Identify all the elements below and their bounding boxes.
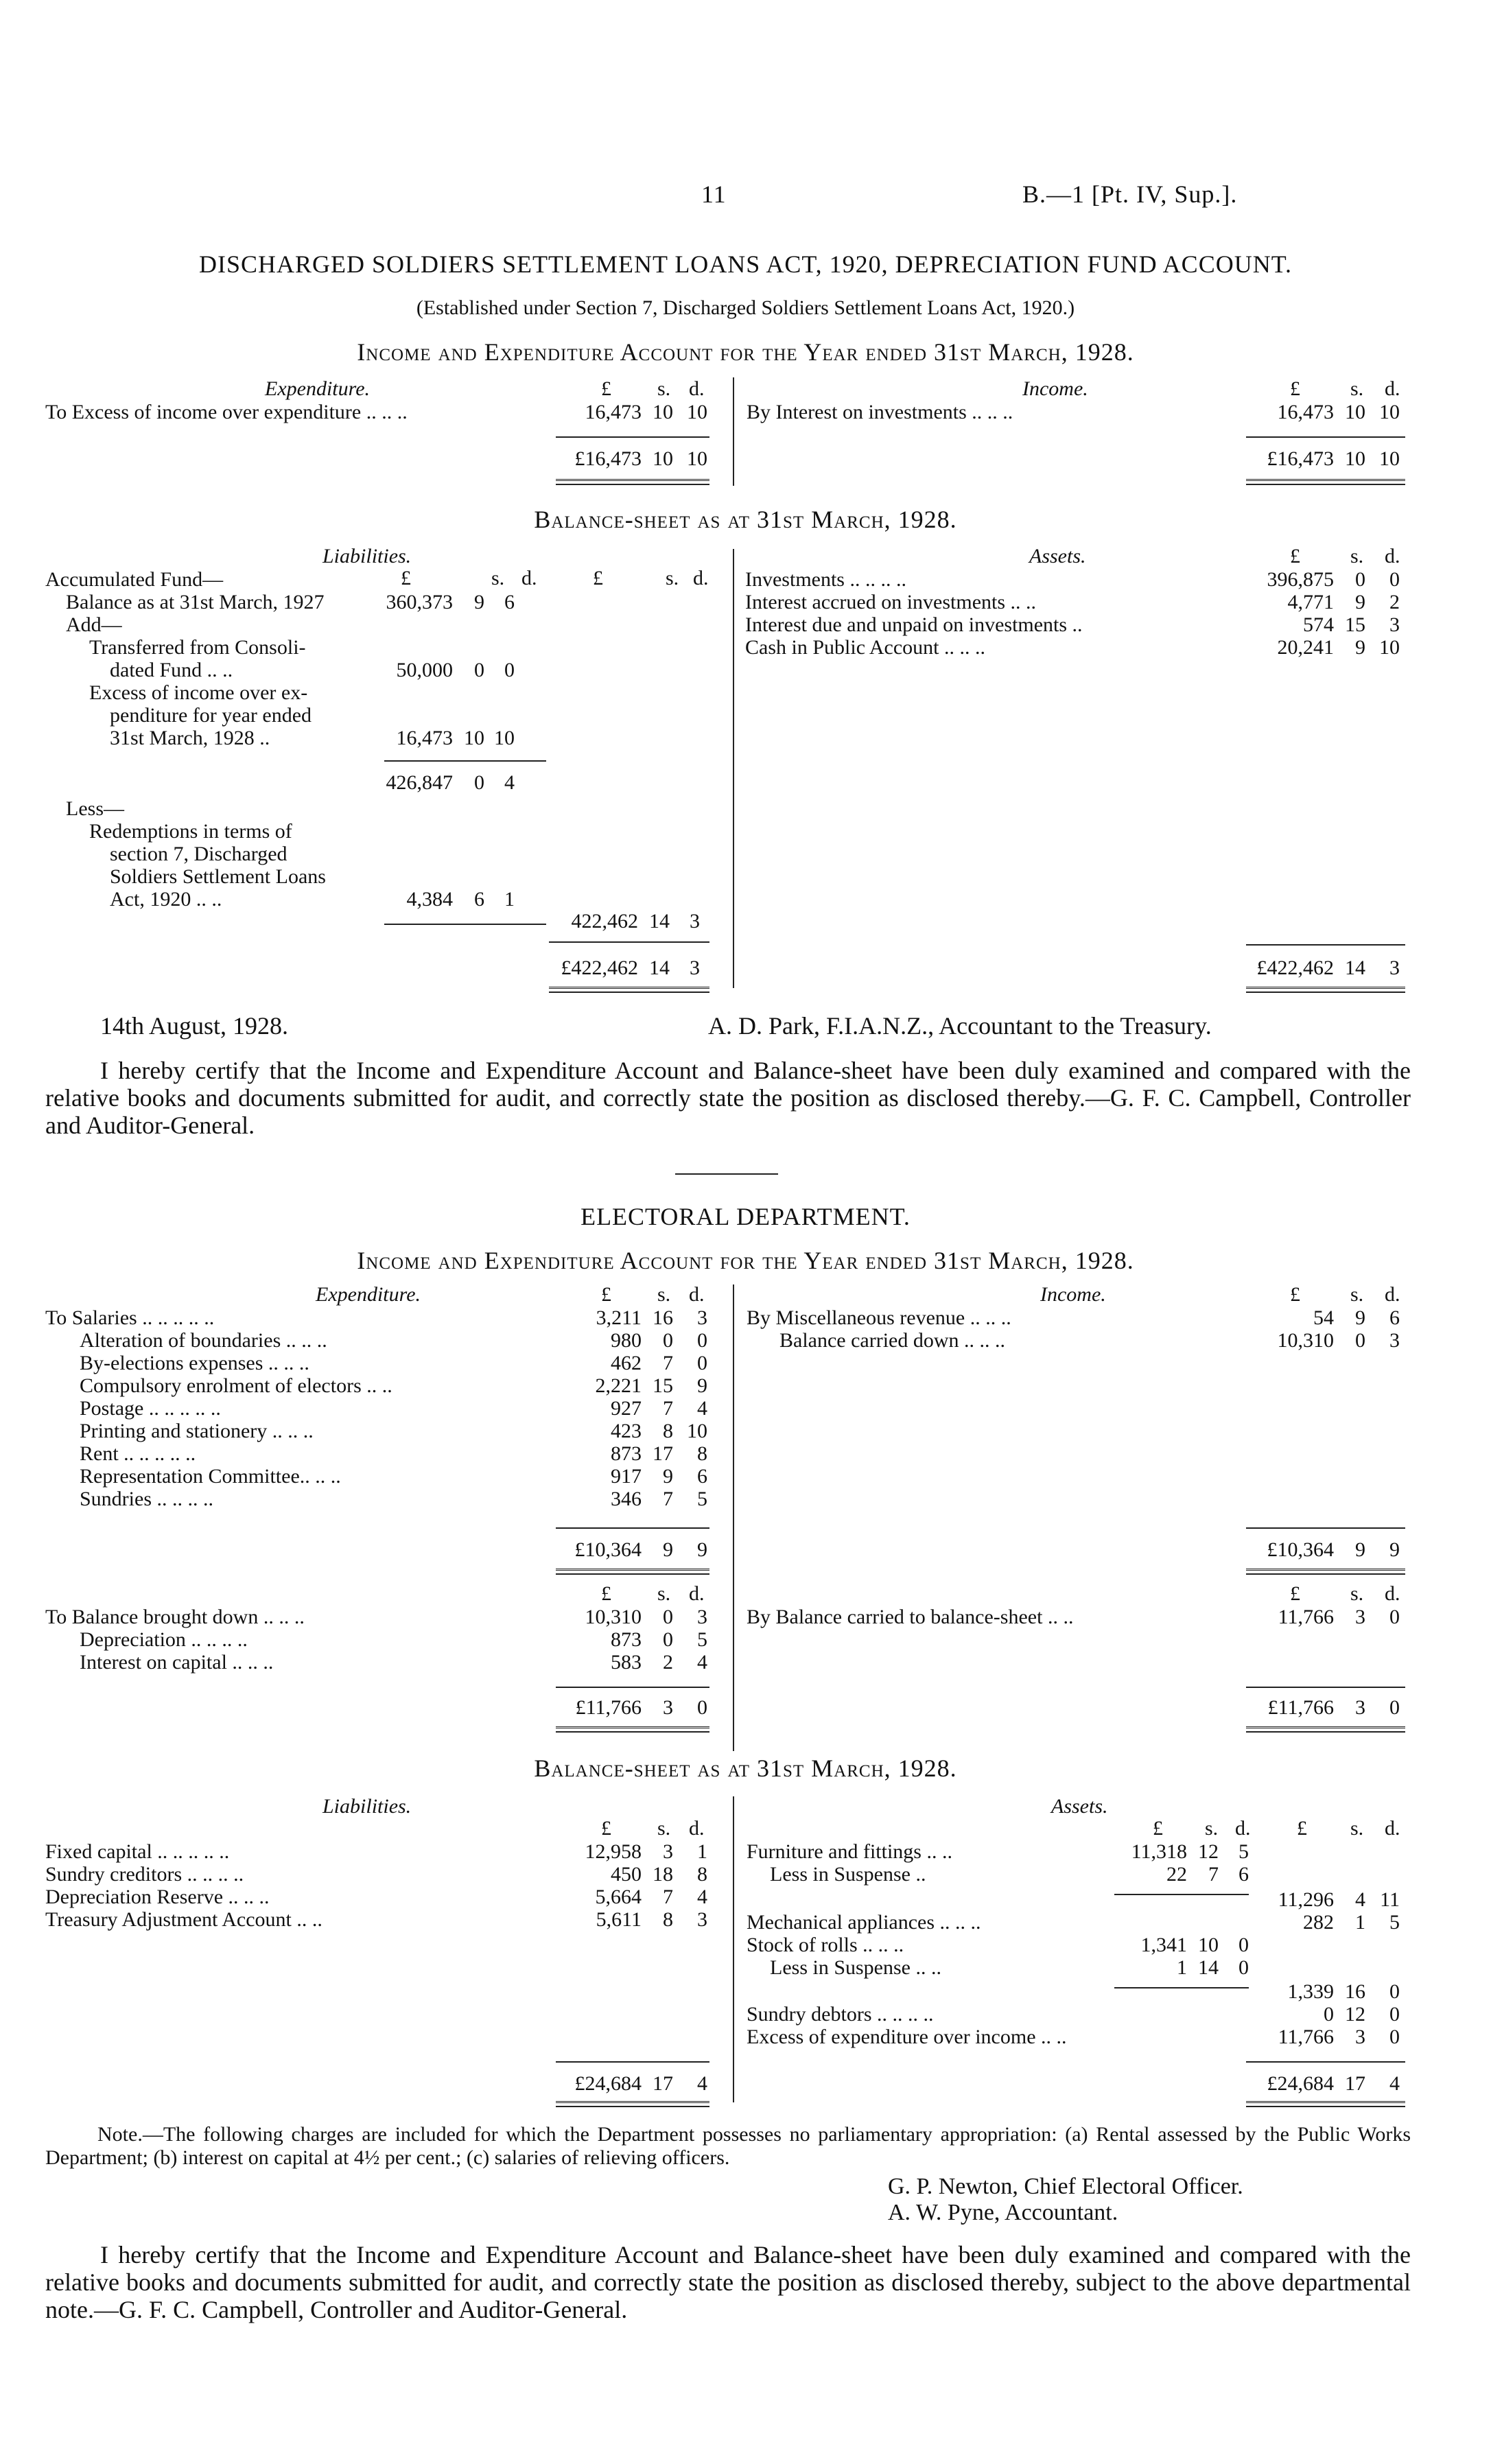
rule [1114, 1987, 1249, 1988]
col-pence: d. [1385, 377, 1400, 400]
rule [1246, 2061, 1405, 2063]
bs-fixed-capital: Fixed capital .. .. .. .. .. [45, 1840, 230, 1863]
double-rule [1246, 479, 1405, 485]
rule [1246, 1527, 1405, 1529]
rule [1246, 1687, 1405, 1688]
liab-add: Add— [66, 613, 122, 636]
rule [549, 941, 709, 943]
liab-total: £422,462 14 3 [561, 957, 700, 979]
col-pound: £ [601, 1283, 611, 1306]
double-rule [556, 2101, 709, 2107]
electoral-signatory-2: A. W. Pyne, Accountant. [888, 2200, 1118, 2225]
liab-balance-1927-amount: 360,373 9 6 [386, 591, 515, 613]
inc-total: £10,364 9 9 [1267, 1538, 1400, 1561]
rule [384, 760, 546, 762]
inc-balance-carried-down: Balance carried down .. .. .. [779, 1329, 1006, 1352]
bs-furniture: Furniture and fittings .. .. [747, 1840, 952, 1863]
electoral-ie-heading: Income and Expenditure Account for the Year ended 31st March, 1928. [357, 1247, 1134, 1274]
col-shilling: s. [491, 567, 505, 589]
col-shilling: s. [1350, 545, 1364, 567]
col-shilling: s. [1350, 1582, 1364, 1605]
col-pence: d. [1385, 545, 1400, 567]
exp-by-elections: By-elections expenses .. .. .. [80, 1352, 309, 1374]
bs-treasury-adjustment: Treasury Adjustment Account .. .. [45, 1908, 322, 1931]
dssla-date: 14th August, 1928. [100, 1012, 289, 1040]
electoral-assets-heading: Assets. [1051, 1795, 1108, 1818]
less-line-2: section 7, Discharged [110, 843, 287, 865]
exp-representation-amount: 917 9 6 [611, 1465, 707, 1488]
exp2-depreciation-amount: 873 0 5 [611, 1628, 707, 1651]
col-pence: d. [689, 1817, 705, 1840]
liab-transferred-amount: 50,000 0 0 [396, 659, 515, 681]
bs-furniture-less-inner: 22 7 6 [1166, 1863, 1249, 1886]
bs-asset-total: £24,684 17 4 [1267, 2072, 1400, 2095]
col-shilling: s. [657, 1283, 671, 1306]
bs-excess-expenditure-amount: 11,766 3 0 [1278, 2026, 1400, 2048]
bs-sundry-debtors: Sundry debtors .. .. .. .. [747, 2003, 934, 2026]
dssla-signatory: A. D. Park, F.I.A.N.Z., Accountant to the Treasury. [708, 1012, 1212, 1040]
col-shilling: s. [1350, 377, 1364, 400]
col-pence: d. [693, 567, 709, 589]
double-rule [549, 987, 709, 993]
dssla-inc-total: £16,473 10 10 [1267, 447, 1400, 470]
col-pound: £ [1290, 377, 1300, 400]
less-line-3: Soldiers Settlement Loans [110, 865, 326, 888]
page-number: 11 [701, 180, 727, 208]
exp-postage-amount: 927 7 4 [611, 1397, 707, 1420]
bs-treasury-adjustment-amount: 5,611 8 3 [596, 1908, 707, 1931]
electoral-note: Note.—The following charges are included for which the Department possesses no parliamentary appropriation: (a) Rental assessed by the Public Works Department; (b) interest on capital at 4½ per cent.; (c) salaries of relieving officers. [45, 2123, 1411, 2169]
electoral-bs-divider [733, 1796, 734, 2102]
asset-interest-due: Interest due and unpaid on investments .. [745, 613, 1083, 636]
exp-alteration: Alteration of boundaries .. .. .. [80, 1329, 327, 1352]
exp-total: £10,364 9 9 [574, 1538, 707, 1561]
dssla-ie-heading: Income and Expenditure Account for the Year ended 31st March, 1928. [357, 338, 1134, 366]
dssla-assets-heading: Assets. [1029, 545, 1086, 567]
col-pence: d. [1385, 1283, 1400, 1306]
double-rule [1246, 1569, 1405, 1575]
asset-cash-amount: 20,241 9 10 [1277, 636, 1400, 659]
dssla-bs-divider [733, 549, 734, 988]
dssla-liab-heading: Liabilities. [322, 545, 412, 567]
bs-mechanical-amount: 282 1 5 [1303, 1911, 1400, 1934]
bs-furniture-inner: 11,318 12 5 [1131, 1840, 1249, 1863]
exp-printing: Printing and stationery .. .. .. [80, 1420, 314, 1442]
double-rule [556, 1569, 709, 1575]
dssla-certificate: I hereby certify that the Income and Expenditure Account and Balance-sheet have been duly examined and compared with the relative books and documents submitted for audit, and correctly state the position as disclosed thereby.—G. F. C. Campbell, Controller and Auditor-General. [45, 1057, 1411, 1139]
col-pence: d. [689, 1283, 705, 1306]
exp2-interest: Interest on capital .. .. .. [80, 1651, 274, 1674]
page-reference: B.—1 [Pt. IV, Sup.]. [1022, 180, 1238, 208]
rule [556, 436, 709, 438]
bs-furniture-less: Less in Suspense .. [770, 1863, 926, 1886]
bs-liab-total: £24,684 17 4 [574, 2072, 707, 2095]
rule [556, 2061, 709, 2063]
rule [556, 1527, 709, 1529]
exp-printing-amount: 423 8 10 [611, 1420, 707, 1442]
dssla-bs-heading: Balance-sheet as at 31st March, 1928. [534, 506, 957, 533]
col-shilling: s. [657, 1582, 671, 1605]
bs-sundry-debtors-amount: 0 12 0 [1324, 2003, 1400, 2026]
col-shilling: s. [666, 567, 679, 589]
col-pound: £ [1290, 1582, 1300, 1605]
bs-sundry-creditors: Sundry creditors .. .. .. .. [45, 1863, 244, 1886]
liab-transferred-2: dated Fund .. .. [110, 659, 233, 681]
inc2-balance-carried: By Balance carried to balance-sheet .. .. [747, 1606, 1074, 1628]
dssla-ie-divider [733, 377, 734, 486]
exp-by-elections-amount: 462 7 0 [611, 1352, 707, 1374]
col-pence: d. [1385, 1582, 1400, 1605]
bs-stock-of-rolls: Stock of rolls .. .. .. [747, 1934, 904, 1956]
inc-balance-carried-down-amount: 10,310 0 3 [1277, 1329, 1400, 1352]
electoral-exp-heading: Expenditure. [316, 1283, 421, 1306]
exp-compulsory-enrolment-amount: 2,221 15 9 [595, 1374, 707, 1397]
col-pound: £ [601, 1582, 611, 1605]
rule [384, 924, 546, 925]
double-rule [1246, 987, 1405, 993]
exp2-total: £11,766 3 0 [575, 1696, 707, 1719]
less-heading: Less— [66, 797, 124, 820]
double-rule [556, 479, 709, 485]
liab-net: 422,462 14 3 [571, 910, 700, 932]
bs-stock-net: 1,339 16 0 [1287, 1980, 1400, 2003]
rule [1114, 1894, 1249, 1895]
exp-compulsory-enrolment: Compulsory enrolment of electors .. .. [80, 1374, 392, 1397]
double-rule [1246, 2101, 1405, 2107]
less-line-4: Act, 1920 .. .. [110, 888, 222, 911]
liab-transferred-1: Transferred from Consoli- [89, 636, 306, 659]
exp-rent-amount: 873 17 8 [611, 1442, 707, 1465]
liab-excess-2: penditure for year ended [110, 704, 312, 727]
inc2-balance-amount: 11,766 3 0 [1278, 1606, 1400, 1628]
bs-depreciation-reserve: Depreciation Reserve .. .. .. [45, 1886, 270, 1908]
rule [556, 1687, 709, 1688]
double-rule [556, 1726, 709, 1733]
liab-subtotal: 426,847 0 4 [386, 771, 515, 794]
rule [1246, 944, 1405, 946]
asset-investments: Investments .. .. .. .. [745, 568, 906, 591]
asset-total: £422,462 14 3 [1256, 957, 1400, 979]
exp-salaries: To Salaries .. .. .. .. .. [45, 1306, 215, 1329]
liab-excess-3: 31st March, 1928 .. [110, 727, 270, 749]
electoral-liab-heading: Liabilities. [322, 1795, 412, 1818]
dssla-title: DISCHARGED SOLDIERS SETTLEMENT LOANS ACT, 1920, DEPRECIATION FUND ACCOUNT. [198, 250, 1293, 278]
bs-mechanical: Mechanical appliances .. .. .. [747, 1911, 981, 1934]
asset-interest-due-amount: 574 15 3 [1303, 613, 1400, 636]
inc-miscellaneous-amount: 54 9 6 [1313, 1306, 1400, 1329]
section-divider [675, 1173, 778, 1175]
exp2-balance-amount: 10,310 0 3 [585, 1606, 707, 1628]
exp-salaries-amount: 3,211 16 3 [596, 1306, 707, 1329]
rule [1246, 436, 1405, 438]
inc2-total: £11,766 3 0 [1267, 1696, 1400, 1719]
dssla-exp-line: To Excess of income over expenditure .. .. .. [45, 401, 408, 423]
col-pound: £ [1153, 1817, 1163, 1840]
bs-stock-less: Less in Suspense .. .. [770, 1956, 941, 1979]
col-shilling: s. [657, 1817, 671, 1840]
exp-rent: Rent .. .. .. .. .. [80, 1442, 196, 1465]
exp2-interest-amount: 583 2 4 [611, 1651, 707, 1674]
exp-sundries-amount: 346 7 5 [611, 1488, 707, 1510]
bs-stock-less-inner: 1 14 0 [1177, 1956, 1249, 1979]
dssla-exp-amount: 16,473 10 10 [585, 401, 707, 423]
bs-sundry-creditors-amount: 450 18 8 [611, 1863, 707, 1886]
exp2-balance-brought-down: To Balance brought down .. .. .. [45, 1606, 305, 1628]
dssla-exp-heading: Expenditure. [265, 377, 371, 400]
col-pound: £ [601, 377, 611, 400]
col-shilling: s. [1350, 1283, 1364, 1306]
exp-representation: Representation Committee.. .. .. [80, 1465, 341, 1488]
liab-balance-1927: Balance as at 31st March, 1927 [66, 591, 325, 613]
col-pence: d. [521, 567, 537, 589]
bs-stock-of-rolls-inner: 1,341 10 0 [1140, 1934, 1249, 1956]
col-pence: d. [689, 1582, 705, 1605]
exp-alteration-amount: 980 0 0 [611, 1329, 707, 1352]
col-shilling: s. [1205, 1817, 1219, 1840]
bs-depreciation-reserve-amount: 5,664 7 4 [595, 1886, 707, 1908]
col-pound: £ [593, 567, 603, 589]
col-pound: £ [1290, 1283, 1300, 1306]
electoral-bs-heading: Balance-sheet as at 31st March, 1928. [534, 1755, 957, 1782]
bs-furniture-net: 11,296 4 11 [1278, 1888, 1400, 1911]
col-pound: £ [401, 567, 411, 589]
dssla-inc-amount: 16,473 10 10 [1277, 401, 1400, 423]
electoral-inc-heading: Income. [1040, 1283, 1106, 1306]
col-pence: d. [1235, 1817, 1251, 1840]
less-line-1: Redemptions in terms of [89, 820, 292, 843]
asset-interest-accrued: Interest accrued on investments .. .. [745, 591, 1037, 613]
electoral-title: ELECTORAL DEPARTMENT. [580, 1203, 911, 1230]
electoral-ie-divider [733, 1284, 734, 1751]
dssla-exp-total: £16,473 10 10 [574, 447, 707, 470]
asset-investments-amount: 396,875 0 0 [1267, 568, 1400, 591]
electoral-signatory-1: G. P. Newton, Chief Electoral Officer. [888, 2174, 1243, 2199]
exp-sundries: Sundries .. .. .. .. [80, 1488, 213, 1510]
col-pound: £ [601, 1817, 611, 1840]
col-pound: £ [1297, 1817, 1307, 1840]
col-shilling: s. [657, 377, 671, 400]
electoral-certificate: I hereby certify that the Income and Expenditure Account and Balance-sheet have been duly examined and compared with the relative books and documents submitted for audit, and correctly state the position as disclosed thereby, subject to the above departmental note.—G. F. C. Campbell, Controller and Auditor-General. [45, 2241, 1411, 2323]
asset-cash: Cash in Public Account .. .. .. [745, 636, 985, 659]
less-amount: 4,384 6 1 [406, 888, 515, 911]
bs-excess-expenditure: Excess of expenditure over income .. .. [747, 2026, 1067, 2048]
inc-miscellaneous: By Miscellaneous revenue .. .. .. [747, 1306, 1011, 1329]
exp-postage: Postage .. .. .. .. .. [80, 1397, 221, 1420]
dssla-inc-heading: Income. [1022, 377, 1088, 400]
bs-fixed-capital-amount: 12,958 3 1 [585, 1840, 707, 1863]
exp2-depreciation: Depreciation .. .. .. .. [80, 1628, 248, 1651]
asset-interest-accrued-amount: 4,771 9 2 [1287, 591, 1400, 613]
col-pence: d. [689, 377, 705, 400]
liab-accumulated-fund: Accumulated Fund— [45, 568, 224, 591]
dssla-inc-line: By Interest on investments .. .. .. [747, 401, 1013, 423]
liab-excess-1: Excess of income over ex- [89, 681, 308, 704]
col-shilling: s. [1350, 1817, 1364, 1840]
liab-excess-amount: 16,473 10 10 [396, 727, 515, 749]
double-rule [1246, 1726, 1405, 1733]
col-pence: d. [1385, 1817, 1400, 1840]
col-pound: £ [1290, 545, 1300, 567]
dssla-subtitle: (Established under Section 7, Discharged Soldiers Settlement Loans Act, 1920.) [416, 296, 1075, 319]
